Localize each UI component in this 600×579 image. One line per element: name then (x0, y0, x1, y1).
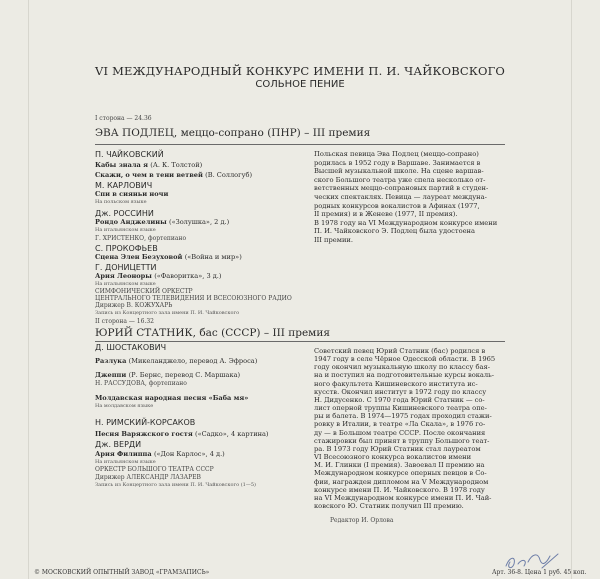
bio-line: лист оперной труппы Кишиневского театра опе- (314, 404, 487, 413)
price-footer: Арт. 36-8. Цена 1 руб. 45 коп. (492, 569, 587, 576)
bio-line: кусств. Окончил институт в 1972 году по классу (314, 387, 487, 396)
side2-composer-3: Н. РИМСКИЙ-КОРСАКОВ (95, 418, 196, 427)
side1-pianist: Г. ХРИСТЕНКО, фортепиано (95, 235, 187, 242)
side1-biography (314, 150, 497, 245)
side1-work-4-note: («Война и мир») (184, 253, 242, 261)
side1-performer: ЭВА ПОДЛЕЦ, меццо-сопрано (ПНР) – III премия (95, 127, 371, 139)
bio-line: Польская певица Эва Подлец (меццо-сопрано) (314, 150, 479, 158)
side2-rule (95, 341, 505, 342)
bio-line: на и поступил на подготовительные курсы вокаль- (314, 371, 495, 380)
side1-work-1a-note: (А. К. Толстой) (150, 161, 203, 169)
side1-conductor: Дирижер В. КОЖУХАРЬ (95, 302, 173, 309)
bio-line: ра. В 1973 году Юрий Статник стал лауреатом (314, 444, 481, 453)
bio-line: Советский певец Юрий Статник (бас) родился в (314, 347, 486, 355)
manufacturer-footer: © МОСКОВСКИЙ ОПЫТНЫЙ ЗАВОД «ГРАМЗАПИСЬ» (34, 569, 210, 576)
side1-work-1a-title: Кабы знала я (95, 161, 148, 169)
side2-work-1a-note: (Микеланджело, перевод А. Эфроса) (128, 357, 258, 365)
side2-composer-1: Д. ШОСТАКОВИЧ (95, 343, 167, 352)
side2-orchestra: ОРКЕСТР БОЛЬШОГО ТЕАТРА СССР (95, 466, 214, 473)
side1-composer-3: Дж. РОССИНИ (95, 209, 154, 218)
side2-pianist: Н. РАССУДОВА, фортепиано (95, 380, 187, 387)
bio-line: ского Большого театра уже спела несколько от- (314, 175, 486, 184)
side1-work-3-lang: На итальянском языке (95, 227, 156, 233)
bio-line: II премия) и в Женеве (1977, II премия). (314, 210, 458, 219)
side2-work-4-note: («Дон Карлос», 4 д.) (153, 450, 225, 458)
side1-recording-note: Запись из Концертного зала имени П. И. Чайковского (95, 310, 240, 316)
bio-line: В 1978 году на VI Международном конкурсе имени (314, 218, 498, 227)
side1-work-1b-note: (В. Соллогуб) (205, 171, 253, 179)
side1-work-2-title: Спи в сияньи ночи (95, 190, 169, 198)
side2-performer: ЮРИЙ СТАТНИК, бас (СССР) – III премия (95, 327, 330, 339)
bio-line: Н. Дидусенко. С 1970 года Юрий Статник — со- (314, 395, 485, 404)
side2-work-1a-title: Разлука (95, 357, 127, 365)
side2-label: II сторона — 16.32 (95, 318, 154, 325)
side2-recording-note: Запись из Концертного зала имени П. И. Чайковского (1—5) (95, 482, 256, 488)
side1-orchestra-line-2: ЦЕНТРАЛЬНОГО ТЕЛЕВИДЕНИЯ И ВСЕСОЮЗНОГО РАДИО (95, 295, 292, 302)
side2-work-3-note: («Садко», 4 картина) (195, 430, 269, 438)
side2-work-1a (95, 358, 257, 365)
bio-line: фии, награжден дипломом на V Международном (314, 477, 489, 486)
bio-line: году окончил музыкальную школу по классу бая- (314, 363, 490, 372)
side1-work-5-lang: На итальянском языке (95, 281, 156, 287)
bio-line: Высшей музыкальной школе. На сцене варшав- (314, 167, 484, 176)
bio-line: родилась в 1952 году в Варшаве. Занимается в (314, 158, 481, 167)
bio-line: VI Всесоюзного конкурса вокалистов имени (314, 453, 472, 462)
side1-work-2-lang: На польском языке (95, 199, 147, 205)
bio-line: ровку в Италии, в театре «Ла Скала», в 1976 го- (314, 420, 486, 429)
editor-credit: Редактор И. Орлова (330, 517, 394, 524)
bio-line: на VI Международном конкурсе имени П. И. Чай- (314, 493, 492, 502)
side1-composer-2: М. КАРЛОВИЧ (95, 181, 153, 190)
side1-composer-4: С. ПРОКОФЬЕВ (95, 244, 158, 253)
side2-work-4 (95, 451, 225, 458)
side1-work-1b (95, 172, 252, 179)
side1-work-5 (95, 273, 221, 280)
page-subtitle: СОЛЬНОЕ ПЕНИЕ (255, 79, 345, 90)
side2-work-1b-title: Джеппи (95, 371, 127, 379)
side2-work-4-lang: На итальянском языке (95, 459, 156, 465)
side1-work-3-title: Рондо Анджелины (95, 218, 167, 226)
side2-work-3 (95, 431, 269, 438)
bio-line: родных конкурсов вокалистов в Афинах (1977, (314, 201, 480, 210)
side1-work-5-title: Ария Леоноры (95, 272, 152, 280)
side2-biography (314, 347, 495, 510)
bio-line: ветственных меццо-сопрановых партий в студен- (314, 184, 489, 193)
side2-conductor: Дирижер АЛЕКСАНДР ЛАЗАРЕВ (95, 474, 201, 481)
bio-line: ческих спектаклях. Певица — лауреат междуна- (314, 192, 487, 201)
side2-work-2-lang: На молдавском языке (95, 403, 154, 409)
bio-line: конкурсе имени П. И. Чайковского. В 1978 году (314, 485, 485, 494)
side1-composer-5: Г. ДОНИЦЕТТИ (95, 263, 157, 272)
side1-work-4-title: Сцена Элен Безуховой (95, 253, 183, 261)
side1-work-1a (95, 162, 202, 169)
bio-line: ду — в Большом театре СССР. После окончания (314, 428, 486, 437)
bio-line: ковского Ю. Статник получил III премию. (314, 501, 464, 510)
bio-line: Международном конкурсе оперных певцов в Со- (314, 469, 487, 478)
side1-work-4 (95, 254, 242, 261)
bio-line: 1947 году в селе Чёрное Одесской области. В 1965 (314, 355, 496, 364)
side2-work-3-title: Песня Варяжского гостя (95, 430, 193, 438)
side2-work-1b (95, 372, 240, 379)
side1-work-3 (95, 219, 229, 226)
side1-work-1b-title: Скажи, о чем в тени ветвей (95, 171, 203, 179)
side1-work-5-note: («Фаворитка», 3 д.) (154, 272, 222, 280)
side2-work-1b-note: (Р. Бернс, перевод С. Маршака) (128, 371, 241, 379)
side1-composer-1: П. ЧАЙКОВСКИЙ (95, 150, 164, 159)
side1-label: I сторона — 24.36 (95, 115, 152, 122)
side2-work-4-title: Ария Филиппа (95, 450, 152, 458)
side1-orchestra-line-1: СИМФОНИЧЕСКИЙ ОРКЕСТР (95, 288, 193, 295)
side2-work-2-title: Молдавская народная песня «Баба мя» (95, 394, 249, 402)
side2-composer-4: Дж. ВЕРДИ (95, 440, 142, 449)
bio-line: III премии. (314, 235, 353, 244)
side1-rule (95, 144, 505, 145)
bio-line: ры и балета. В 1974—1975 годах проходил стажи- (314, 412, 492, 421)
side1-work-3-note: («Золушка», 2 д.) (169, 218, 230, 226)
bio-line: стажировки был принят в труппу Большого теат- (314, 436, 490, 445)
page-title: VI МЕЖДУНАРОДНЫЙ КОНКУРС ИМЕНИ П. И. ЧАЙКОВСКОГО (94, 64, 506, 78)
bio-line: П. И. Чайковского Э. Подлец была удостоена (314, 227, 475, 236)
bio-line: ного факультета Кишиневского института ис- (314, 379, 478, 388)
bio-line: М. И. Глинки (I премия). Завоевал II премию на (314, 461, 485, 470)
